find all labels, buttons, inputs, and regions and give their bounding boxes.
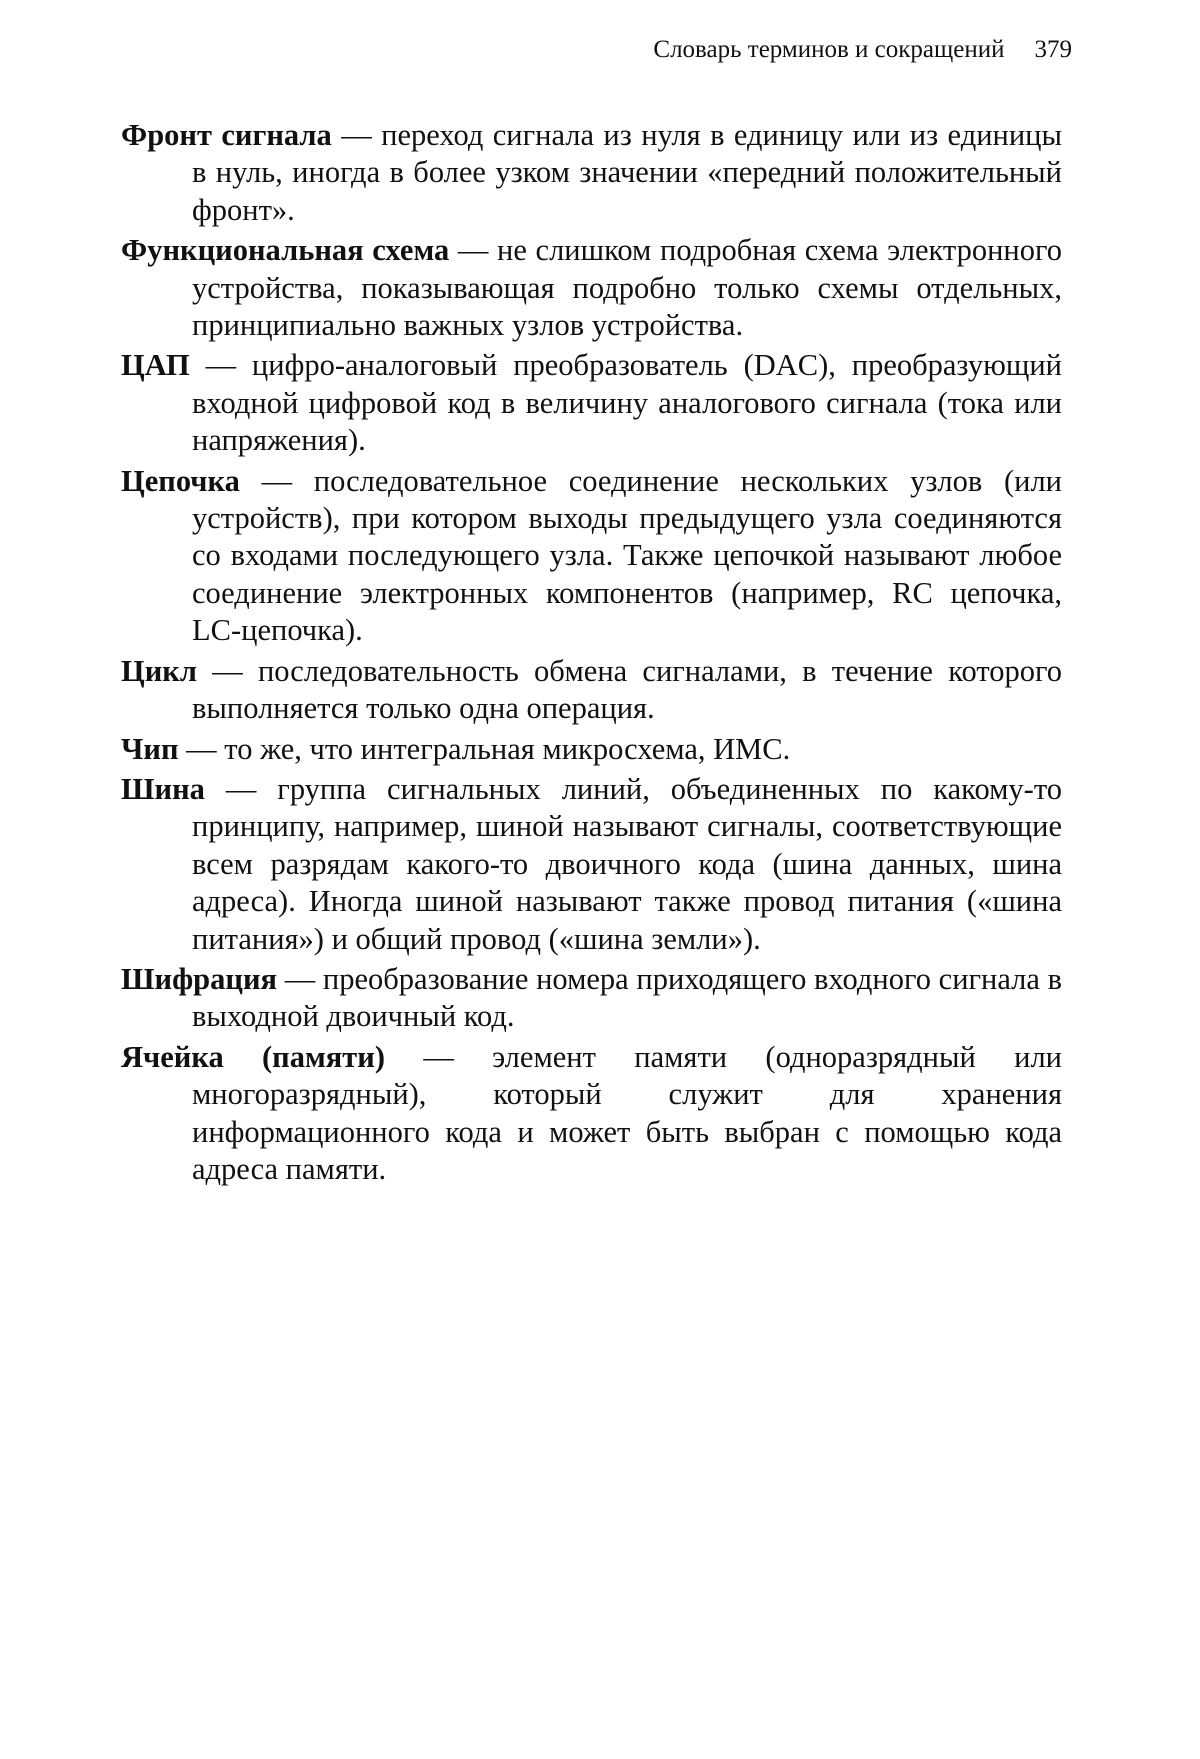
glossary-term: Чип — [121, 731, 179, 766]
glossary-entry-chain — [121, 463, 1062, 650]
glossary-entry-memory-cell — [121, 1039, 1062, 1189]
glossary-entry-cycle — [121, 653, 1062, 728]
glossary-term: ЦАП — [121, 348, 190, 383]
glossary-definition: — преобразование номера приходящего входного сигнала в выходной двоичный код. — [192, 961, 1062, 1034]
glossary-definition: — последовательность обмена сигналами, в течение которого выполняется только одна операция. — [192, 653, 1062, 726]
glossary-definition: — не слишком подробная схема электронного устройства, показывающая подробно только схемы отдельных, принципиально важных узлов устройства. — [192, 233, 1062, 343]
glossary-definition: — элемент памяти (одноразрядный или многоразрядный), который служит для хранения информационного кода и может быть выбран с помощью кода адреса памяти. — [192, 1039, 1062, 1186]
page-number: 379 — [1034, 36, 1072, 63]
glossary-entry-encoding — [121, 961, 1062, 1036]
glossary-definition: — группа сигнальных линий, объединенных по какому-то принципу, например, шиной называют сигналы, соответствующие всем разрядам какого-то двоичного кода (шина данных, шина адреса). Иногда шиной называют также провод питания («шина питания») и общий провод («шина земли»). — [192, 771, 1062, 956]
glossary-definition: — то же, что интегральная микросхема, ИМС. — [178, 731, 791, 766]
glossary-entry-dac — [121, 347, 1062, 459]
glossary-definition: — цифро-аналоговый преобразователь (DAC), преобразующий входной цифровой код в величину аналогового сигнала (тока или напряжения). — [189, 348, 1062, 458]
glossary-term: Функциональная схема — [121, 233, 450, 268]
glossary-entry-chip — [121, 731, 1062, 768]
glossary-entry-front — [121, 117, 1062, 229]
glossary-term: Фронт сигнала — [121, 118, 332, 152]
glossary-definition: — переход сигнала из нуля в единицу или из единицы в нуль, иногда в более узком значении «передний положительный фронт». — [192, 118, 1062, 227]
glossary-entry-bus — [121, 771, 1062, 958]
running-head — [653, 36, 1072, 64]
glossary-term: Цепочка — [121, 463, 240, 498]
glossary-term: Ячейка (памяти) — [121, 1039, 385, 1074]
glossary-term: Шина — [121, 771, 205, 806]
glossary-entry-functional-scheme — [121, 232, 1062, 344]
glossary-entries — [121, 117, 1062, 1191]
running-title: Словарь терминов и сокращений — [653, 36, 1005, 63]
glossary-term: Цикл — [121, 653, 197, 688]
glossary-term: Шифрация — [121, 961, 278, 996]
glossary-definition: — последовательное соединение нескольких узлов (или устройств), при котором выходы предыдущего узла соединяются со входами последующего узла. Также цепочкой называют любое соединение электронных компонентов (например, RC цепочка, LC-цепочка). — [192, 463, 1062, 648]
